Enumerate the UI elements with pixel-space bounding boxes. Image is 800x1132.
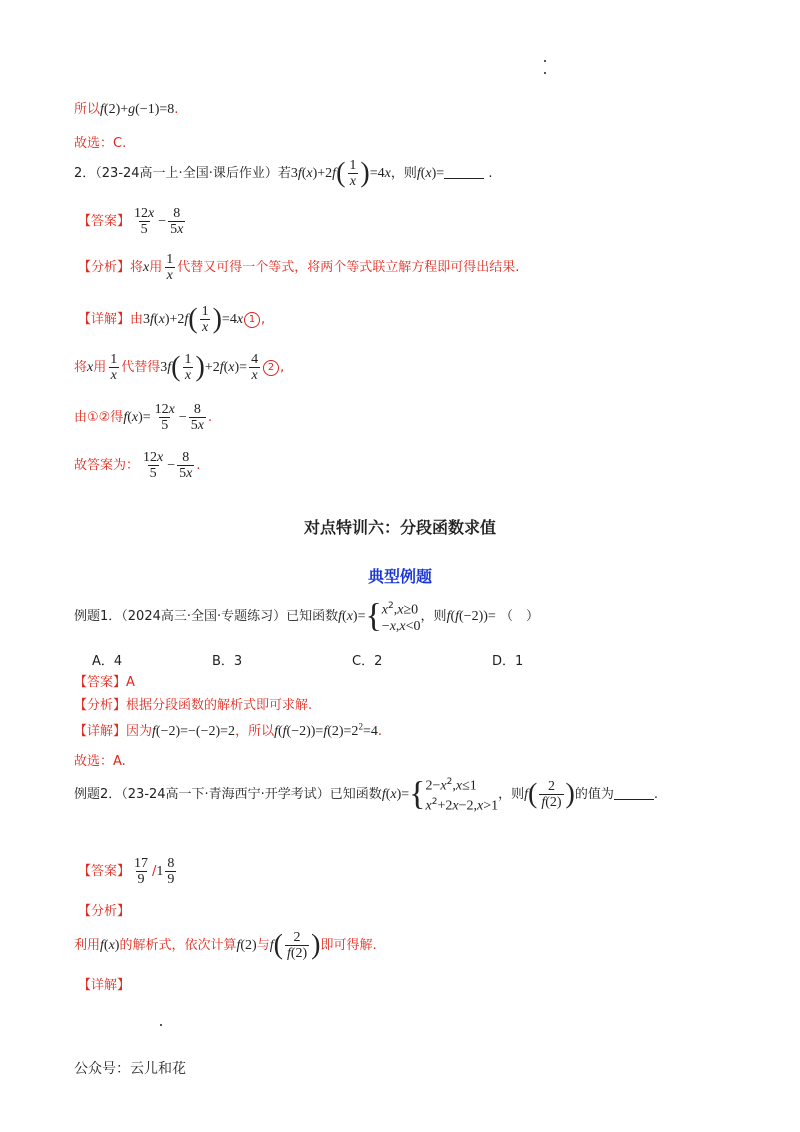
q2-detail-line: 【详解】由3f(x)+2f( $\frac{1}{x}$ )=4x 1 , (78, 303, 266, 335)
q2-analysis-line: 【分析】将x用 $\frac{1}{x}$ 代替又可得一个等式，将两个等式联立解方程即可得出结果. (78, 252, 520, 283)
ex1-choice: 故选：A. (74, 754, 126, 769)
ex2-line: 例题2．（23-24高一下·青海西宁·开学考试）已知函数f(x)={ $2-x^2,x\le 1$ $x^2+2x-2,x>1$ ，则f( $\frac{2}{f(2)}$ )的值为 . (74, 775, 659, 814)
ex1-detail-line: 【详解】因为f(−2)=−(−2)=2，所以$f(f(-2))=f(2)=2^2=4$. (74, 721, 382, 739)
ex2-analysis-label: 【分析】 (78, 904, 131, 919)
analysis-label: 【分析】 (78, 260, 131, 275)
ex2-detail-label: 【详解】 (78, 978, 131, 993)
scan-dot (544, 60, 546, 62)
prev-choice: 故选：C. (74, 136, 127, 151)
footer-text: 公众号：云儿和花 (74, 1061, 186, 1077)
section-title: 对点特训六：分段函数求值 (303, 518, 496, 537)
scan-dot (544, 72, 546, 74)
answer-blank (444, 168, 484, 179)
q2-source: （23-24高一上·全国·课后作业）若 (95, 166, 291, 181)
q2-replace-line: 将x用 $\frac{1}{x}$ 代替得3f( $\frac{1}{x}$ )+2f(x)= $\frac{4}{x}$ 2 , (74, 351, 285, 383)
ex1-line: 例题1．（2024高三·全国·专题练习）已知函数f(x)={ $x^2,x\ge 0$ −x,x<0 ，则f(f(−2))= （ ） (74, 597, 539, 635)
ex1-option-c: C．2 (352, 654, 383, 669)
ex1-option-d: D．1 (492, 654, 524, 669)
q2-number: 2． (74, 166, 96, 181)
q2-combine-line: 由①②得f(x)= $\frac{12x}{5}$ − $\frac{8}{5x}$ . (74, 402, 213, 433)
ex1-answer-line: 【答案】A (74, 675, 135, 690)
q2-final-line: 故答案为： $\frac{12x}{5}$ − $\frac{8}{5x}$ . (74, 450, 201, 481)
prev-answer-line: 所以f(2)+g(−1)=8. (74, 102, 179, 117)
answer-label: 【答案】 (78, 214, 131, 229)
section-subtitle: 典型例题 (367, 567, 432, 586)
q2-answer-line: 【答案】 $\frac{12x}{5}$ − $\frac{8}{5x}$ (78, 206, 184, 237)
scan-dot (160, 1024, 162, 1026)
ex1-option-b: B．3 (212, 654, 243, 669)
ex1-analysis-line: 【分析】根据分段函数的解析式即可求解. (74, 698, 313, 713)
ex2-use-line: 利用f(x)的解析式，依次计算f(2)与f( $\frac{2}{f(2)}$ )即可得解. (74, 929, 377, 961)
q2-line: 2．（23-24高一上·全国·课后作业）若3f(x)+2f( $\frac{1}{x}$ )=4x，则f(x)= . (74, 157, 493, 189)
detail-label: 【详解】 (78, 312, 131, 327)
ex2-answer-line: 【答案】 $\frac{17}{9}$ /1 $\frac{8}{9}$ (78, 856, 175, 887)
answer-blank (614, 789, 654, 800)
ex1-option-a: A．4 (92, 654, 123, 669)
